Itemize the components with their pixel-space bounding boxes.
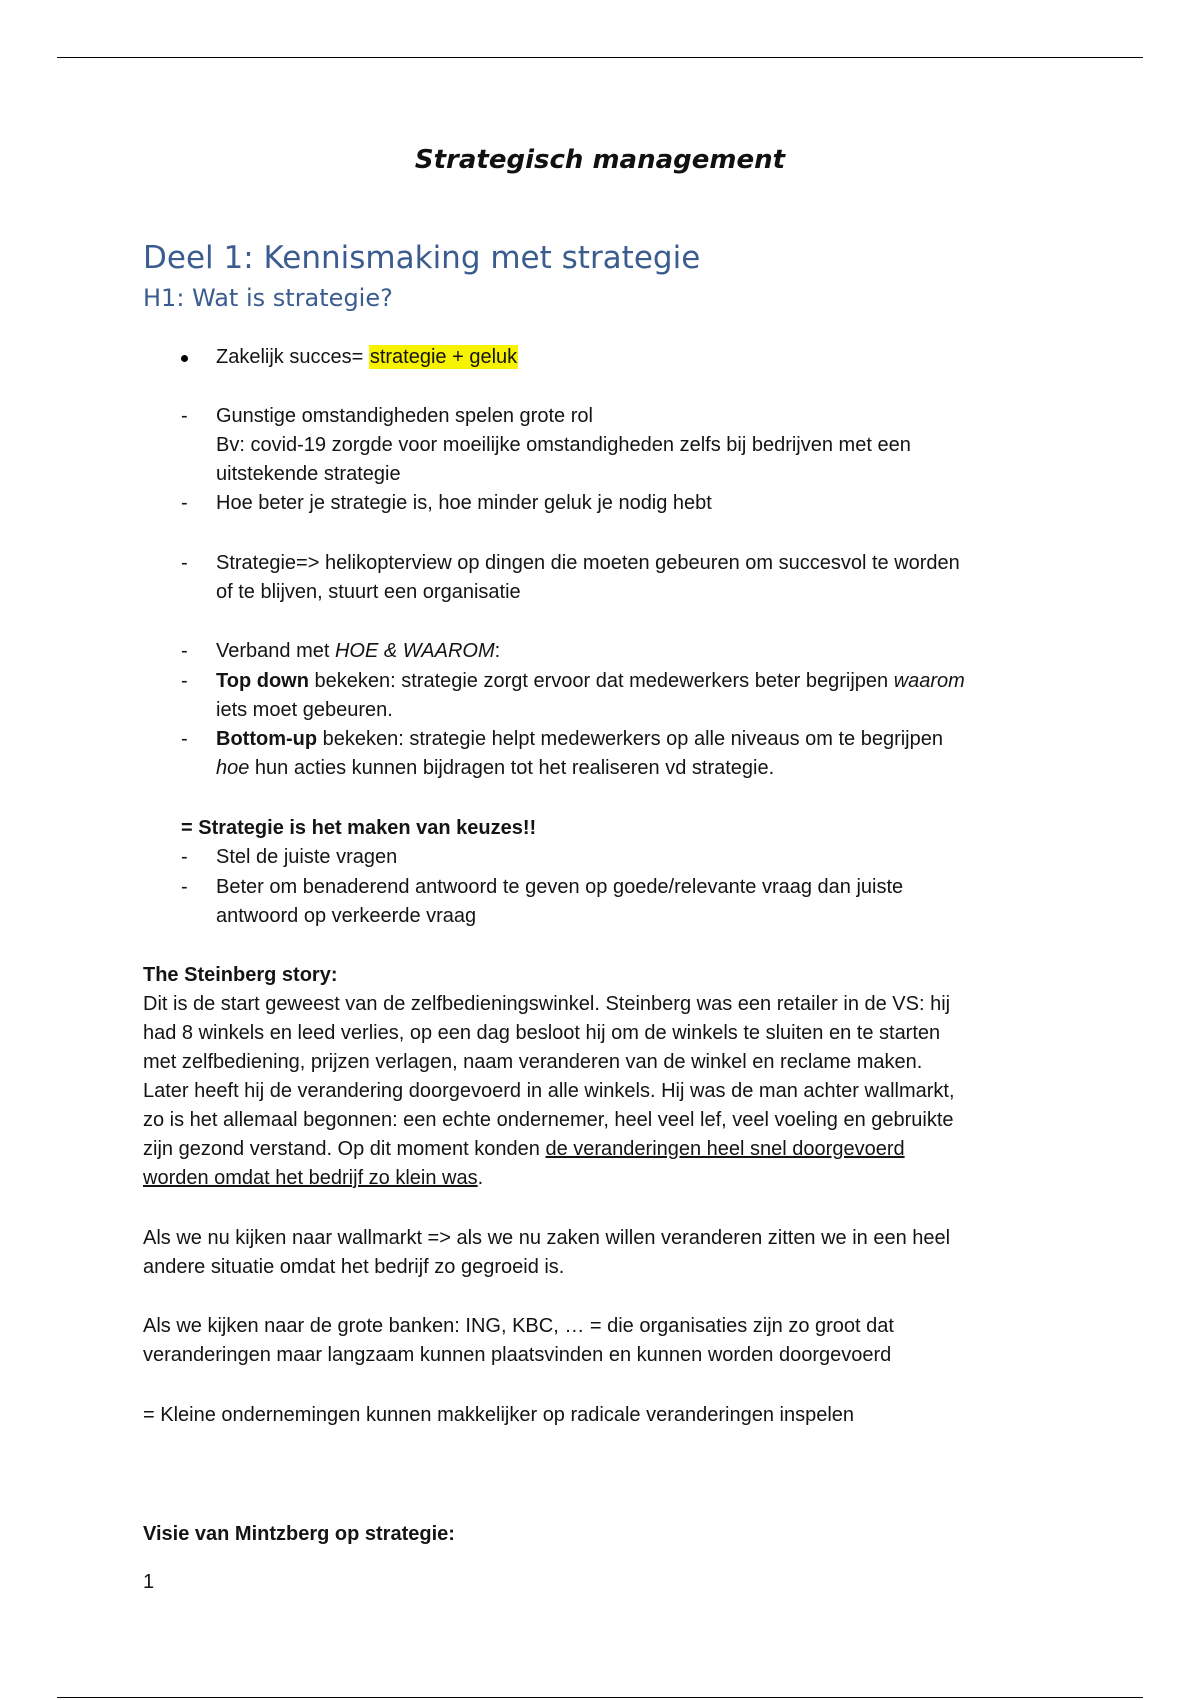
footer-rule bbox=[57, 1697, 1143, 1698]
paragraph-text: . bbox=[477, 1167, 484, 1189]
bottom-up-line2: hun acties kunnen bijdragen tot het realiseren vd strategie. bbox=[249, 757, 775, 779]
list-item: Stel de juiste vragen bbox=[216, 846, 398, 868]
paragraph-line: Dit is de start geweest van de zelfbedieningswinkel. Steinberg was een retailer in de VS: hij bbox=[143, 993, 951, 1015]
list-item-continuation: Bv: covid-19 zorgde voor moeilijke omstandigheden zelfs bij bedrijven met een bbox=[216, 434, 911, 456]
dash-marker: - bbox=[181, 876, 188, 898]
dash-marker: - bbox=[181, 405, 188, 427]
verband-italic: HOE & WAAROM bbox=[334, 640, 495, 662]
dash-marker: - bbox=[181, 492, 188, 514]
paragraph-line: met zelfbediening, prijzen verlagen, naam veranderen van de winkel en reclame maken. bbox=[143, 1051, 923, 1073]
list-item-continuation bbox=[216, 754, 774, 783]
paragraph-line bbox=[143, 1135, 905, 1164]
bullet-prefix: Zakelijk succes= bbox=[216, 346, 369, 368]
list-item-continuation: antwoord op verkeerde vraag bbox=[216, 905, 477, 927]
dash-marker: - bbox=[181, 640, 188, 662]
highlighted-text: strategie + geluk bbox=[369, 346, 518, 368]
bottom-up-text: bekeken: strategie helpt medewerkers op alle niveaus om te begrijpen bbox=[317, 728, 943, 750]
bullet-item-success bbox=[216, 343, 518, 372]
underlined-text: de veranderingen heel snel doorgevoerd bbox=[545, 1138, 905, 1160]
paragraph-line: Als we kijken naar de grote banken: ING, KBC, … = die organisaties zijn zo groot dat bbox=[143, 1315, 894, 1337]
verband-suffix: : bbox=[494, 640, 501, 662]
underlined-text: worden omdat het bedrijf zo klein was bbox=[143, 1167, 478, 1189]
list-item: Gunstige omstandigheden spelen grote rol bbox=[216, 405, 593, 427]
top-down-italic: waarom bbox=[893, 670, 965, 692]
dash-marker: - bbox=[181, 846, 188, 868]
bottom-up-italic: hoe bbox=[216, 757, 250, 779]
page-number: 1 bbox=[143, 1571, 155, 1593]
paragraph-line: had 8 winkels en leed verlies, op een dag besloot hij om de winkels te sluiten en te starten bbox=[143, 1022, 941, 1044]
dash-marker: - bbox=[181, 552, 188, 574]
list-item-top-down bbox=[216, 667, 965, 696]
paragraph-line: zo is het allemaal begonnen: een echte ondernemer, heel veel lef, veel voeling en gebruikte bbox=[143, 1109, 954, 1131]
paragraph-line: veranderingen maar langzaam kunnen plaatsvinden en kunnen worden doorgevoerd bbox=[143, 1344, 892, 1366]
paragraph-line: Als we nu kijken naar wallmarkt => als we nu zaken willen veranderen zitten we in een heel bbox=[143, 1227, 951, 1249]
steinberg-heading bbox=[143, 961, 337, 990]
paragraph-line bbox=[143, 1164, 483, 1193]
chapter-heading: H1: Wat is strategie? bbox=[143, 284, 393, 312]
list-item-continuation: of te blijven, stuurt een organisatie bbox=[216, 581, 521, 603]
verband-prefix: Verband met bbox=[216, 640, 335, 662]
list-item: Beter om benaderend antwoord te geven op goede/relevante vraag dan juiste bbox=[216, 876, 904, 898]
top-down-bold: Top down bbox=[216, 670, 309, 692]
list-item-continuation: iets moet gebeuren. bbox=[216, 699, 393, 721]
small-business-conclusion: = Kleine ondernemingen kunnen makkelijker op radicale veranderingen inspelen bbox=[143, 1404, 855, 1426]
dash-marker: - bbox=[181, 728, 188, 750]
dash-marker: - bbox=[181, 670, 188, 692]
bullet-icon bbox=[181, 355, 188, 362]
bottom-up-bold: Bottom-up bbox=[216, 728, 318, 750]
list-item: Strategie=> helikopterview op dingen die moeten gebeuren om succesvol te worden bbox=[216, 552, 960, 574]
mintzberg-heading-text: Visie van Mintzberg op strategie: bbox=[143, 1523, 455, 1545]
strategy-conclusion-text: = Strategie is het maken van keuzes!! bbox=[181, 817, 537, 839]
steinberg-heading-text: The Steinberg story: bbox=[143, 964, 338, 986]
list-item-bottom-up bbox=[216, 725, 943, 754]
list-item-continuation: uitstekende strategie bbox=[216, 463, 401, 485]
document-title: Strategisch management bbox=[414, 145, 786, 175]
paragraph-line: Later heeft hij de verandering doorgevoerd in alle winkels. Hij was de man achter wallmarkt, bbox=[143, 1080, 955, 1102]
part-heading: Deel 1: Kennismaking met strategie bbox=[143, 240, 701, 276]
list-item-verband bbox=[216, 637, 500, 666]
top-down-text: bekeken: strategie zorgt ervoor dat medewerkers beter begrijpen bbox=[308, 670, 894, 692]
paragraph-text: zijn gezond verstand. Op dit moment konden bbox=[143, 1138, 546, 1160]
paragraph-line: andere situatie omdat het bedrijf zo gegroeid is. bbox=[143, 1256, 565, 1278]
header-rule bbox=[57, 57, 1143, 58]
mintzberg-heading bbox=[143, 1520, 455, 1549]
list-item: Hoe beter je strategie is, hoe minder geluk je nodig hebt bbox=[216, 492, 712, 514]
strategy-conclusion bbox=[181, 814, 536, 843]
